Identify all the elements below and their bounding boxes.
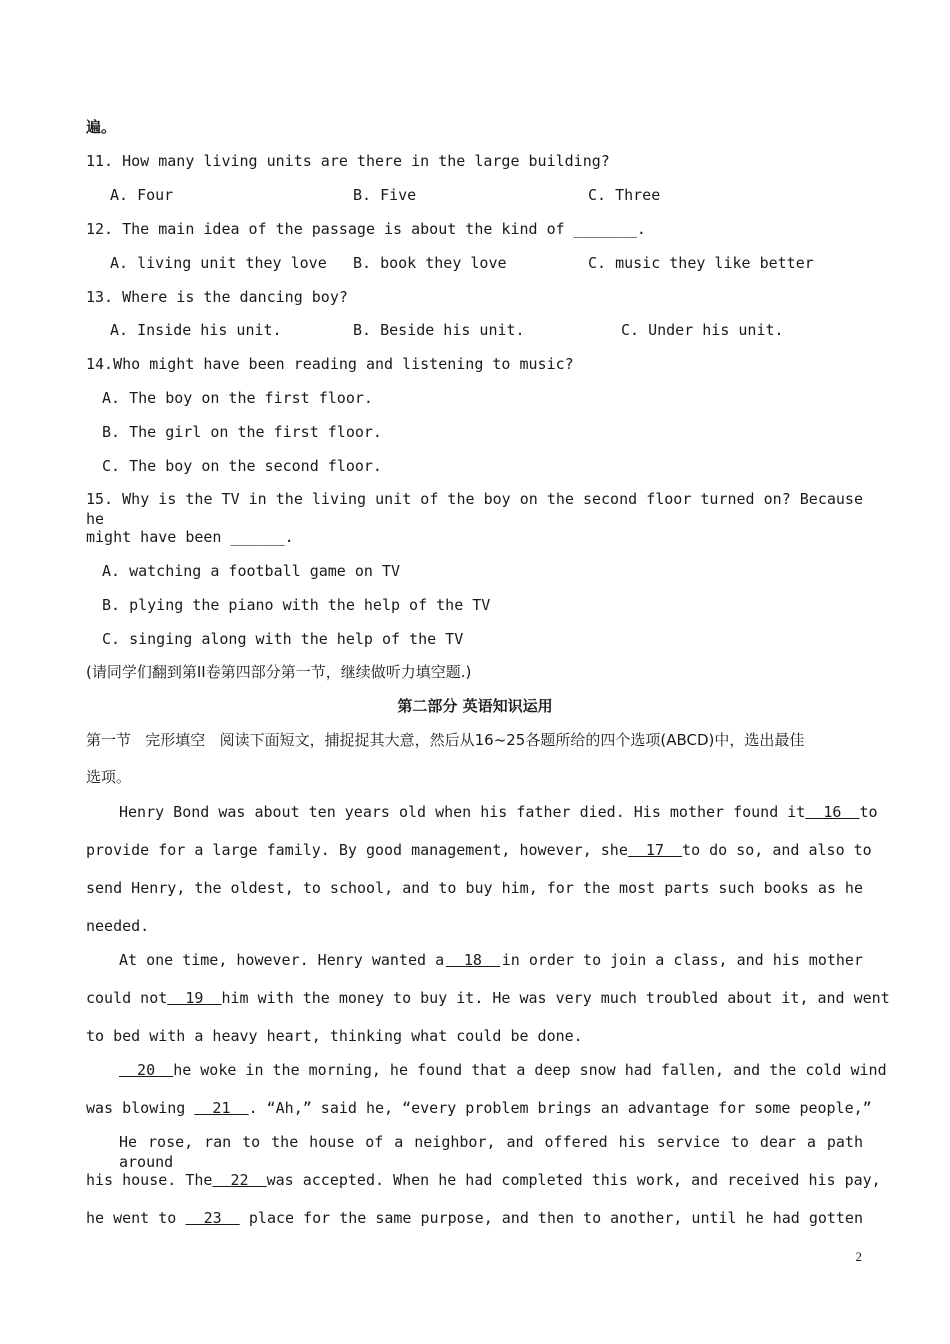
passage-p2-line1: [119, 950, 863, 970]
blank-16: 16: [805, 803, 860, 821]
passage-p3-line2: [86, 1098, 872, 1118]
q15-option-a: A. watching a football game on TV: [102, 562, 401, 580]
passage-text: place for the same purpose, and then to another, until he had gotten: [248, 1209, 863, 1227]
blank-23: 23: [185, 1209, 240, 1227]
passage-p1-line1: [119, 802, 878, 822]
q15-option-b: B. plying the piano with the help of the TV: [102, 596, 491, 614]
q11-option-b: B. Five: [353, 186, 417, 204]
q12-option-b: B. book they love: [353, 254, 507, 272]
question-15-stem-line2: might have been ______.: [86, 528, 294, 546]
q12-option-a: A. living unit they love: [110, 254, 327, 272]
passage-text: he woke in the morning, he found that a deep snow had fallen, and the cold wind: [173, 1061, 887, 1079]
q13-option-a: A. Inside his unit.: [110, 321, 282, 339]
blank-20: 20: [119, 1061, 174, 1079]
passage-p2-line2: [86, 988, 890, 1008]
passage-text: Henry Bond was about ten years old when his father died. His mother found it: [119, 803, 806, 821]
q13-option-b: B. Beside his unit.: [353, 321, 525, 339]
passage-text: he went to: [86, 1209, 177, 1227]
blank-19: 19: [167, 989, 222, 1007]
passage-p1-line3: send Henry, the oldest, to school, and to buy him, for the most parts such books as he: [86, 879, 863, 897]
passage-text: . “Ah,” said he, “every problem brings an advantage for some people,”: [248, 1099, 872, 1117]
blank-21: 21: [194, 1099, 249, 1117]
q13-option-c: C. Under his unit.: [621, 321, 784, 339]
question-14-stem: 14.Who might have been reading and listening to music?: [86, 355, 574, 373]
blank-22: 22: [212, 1171, 267, 1189]
passage-text: could not: [86, 989, 168, 1007]
passage-p1-line2: [86, 840, 872, 860]
q11-option-c: C. Three: [588, 186, 661, 204]
q14-option-a: A. The boy on the first floor.: [102, 389, 373, 407]
passage-p3-line1: [119, 1060, 887, 1080]
passage-text: At one time, however. Henry wanted a: [119, 951, 445, 969]
passage-p2-line3: to bed with a heavy heart, thinking what could be done.: [86, 1027, 583, 1045]
q11-option-a: A. Four: [110, 186, 174, 204]
q14-option-b: B. The girl on the first floor.: [102, 423, 382, 441]
listening-note: (请同学们翻到第II卷第四部分第一节，继续做听力填空题.): [86, 663, 472, 681]
passage-text: to: [859, 803, 878, 821]
blank-17: 17: [627, 841, 683, 859]
q12-option-c: C. music they like better: [588, 254, 814, 272]
q15-option-c: C. singing along with the help of the TV: [102, 630, 464, 648]
blank-18: 18: [445, 951, 501, 969]
question-12-stem: 12. The main idea of the passage is about the kind of _______.: [86, 220, 646, 238]
section-instructions-line2: 选项。: [86, 768, 132, 786]
passage-p4-line2: [86, 1170, 881, 1190]
passage-text: was accepted. When he had completed this work, and received his pay,: [266, 1171, 881, 1189]
passage-text: him with the money to buy it. He was very much troubled about it, and went: [221, 989, 890, 1007]
intro-tail: 遍。: [86, 118, 117, 136]
passage-text: provide for a large family. By good management, however, she: [86, 841, 628, 859]
question-15-stem-line1: 15. Why is the TV in the living unit of the boy on the second floor turned on? Because he: [86, 490, 863, 528]
section-instructions-line1: 第一节 完形填空 阅读下面短文，捕捉捉其大意，然后从16~25各题所给的四个选项(ABCD)中，选出最佳: [86, 731, 805, 749]
passage-text: was blowing: [86, 1099, 186, 1117]
passage-text: in order to join a class, and his mother: [501, 951, 863, 969]
passage-text: to do so, and also to: [682, 841, 872, 859]
part-two-title: 第二部分 英语知识运用: [397, 697, 553, 715]
passage-p4-line3: [86, 1208, 863, 1228]
question-13-stem: 13. Where is the dancing boy?: [86, 288, 348, 306]
q14-option-c: C. The boy on the second floor.: [102, 457, 382, 475]
passage-text: his house. The: [86, 1171, 213, 1189]
passage-p1-line4: needed.: [86, 917, 150, 935]
page-number: 2: [855, 1249, 862, 1264]
question-11-stem: 11. How many living units are there in the large building?: [86, 152, 610, 170]
passage-p4-line1: He rose, ran to the house of a neighbor, and offered his service to dear a path around: [119, 1133, 863, 1171]
